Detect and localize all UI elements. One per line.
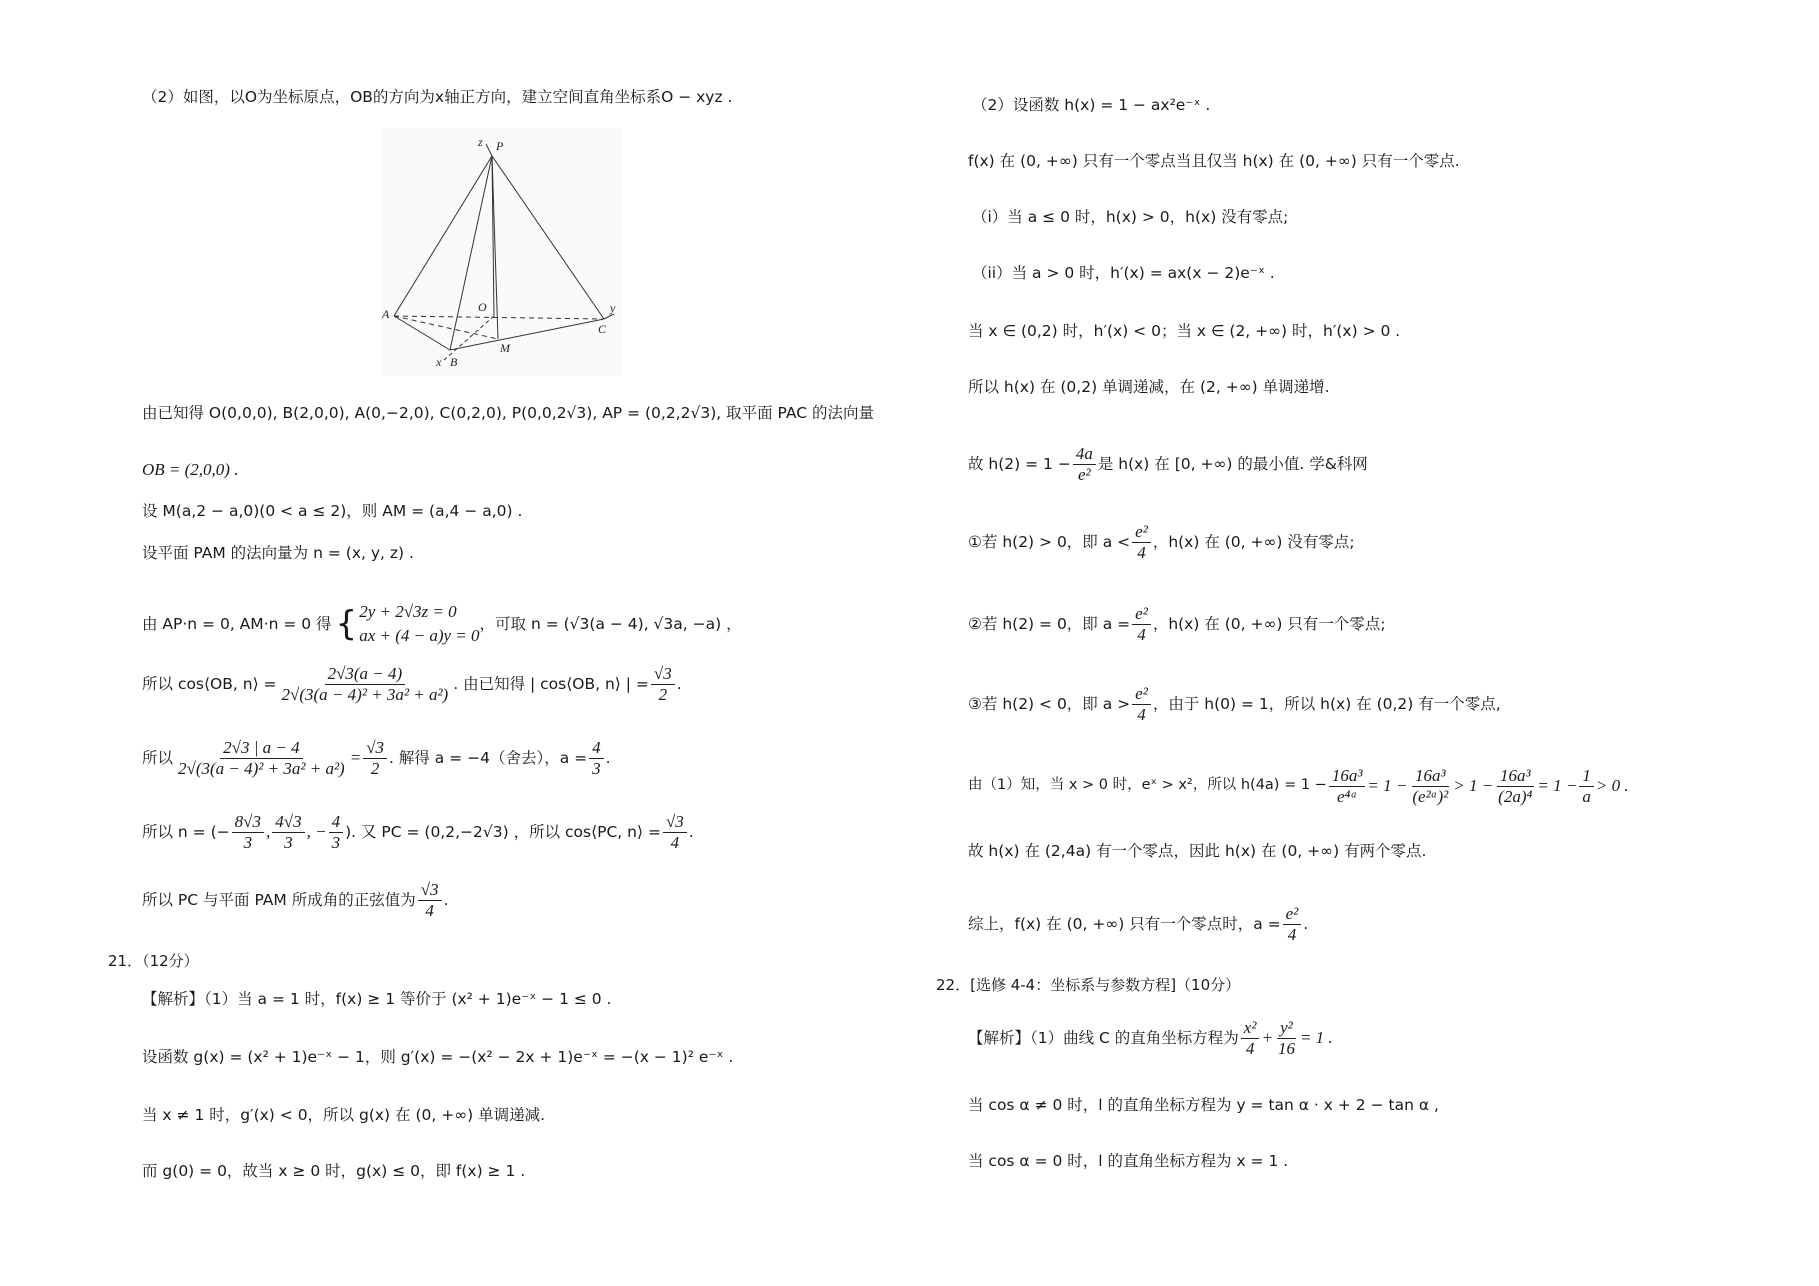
plane-PAM-normal: 设平面 PAM 的法向量为 n = (x, y, z) . bbox=[142, 544, 414, 562]
q21-conclusion: 而 g(0) = 0，故当 x ≥ 0 时，g(x) ≤ 0，即 f(x) ≥ 1 . bbox=[142, 1162, 526, 1180]
label-C: C bbox=[598, 322, 607, 336]
comma: , bbox=[265, 821, 271, 841]
frac-den: a bbox=[1582, 786, 1591, 806]
summary bbox=[968, 904, 1308, 944]
summary-end: . bbox=[1303, 914, 1309, 933]
case1-tail: ，h(x) 在 (0, +∞) 没有零点; bbox=[1152, 532, 1355, 551]
case1-lead: ①若 h(2) > 0，即 a < bbox=[968, 532, 1131, 551]
system-rows bbox=[359, 600, 479, 648]
x2-over-4 bbox=[1241, 1018, 1260, 1058]
case-2 bbox=[968, 604, 1386, 644]
sqrt3-over-4 bbox=[663, 812, 687, 852]
system-of-equations bbox=[142, 600, 742, 648]
cos-end: . bbox=[676, 674, 682, 693]
solve-den: 2√(3(a − 4)² + 3a² + a²) bbox=[178, 758, 345, 778]
cos-lead: 所以 cos⟨OB, n⟩ = bbox=[142, 674, 277, 693]
pyramid-diagram bbox=[382, 128, 622, 376]
frac-den: 2 bbox=[658, 684, 668, 704]
cos-condition: . 由已知得 | cos⟨OB, n⟩ | = bbox=[453, 674, 649, 693]
q22-part1 bbox=[968, 1018, 1333, 1058]
n-comp-1 bbox=[232, 812, 264, 852]
frac-num: 1 bbox=[1579, 766, 1594, 787]
equation-1: 2y + 2√3z = 0 bbox=[359, 602, 457, 621]
frac-den: 4 bbox=[425, 900, 434, 920]
system-lead: 由 AP·n = 0, AM·n = 0 得 bbox=[142, 614, 332, 633]
z-axis-tip bbox=[486, 144, 492, 156]
n-end: . bbox=[688, 822, 694, 841]
q21-g-monotone: 当 x ≠ 1 时，g′(x) < 0，所以 g(x) 在 (0, +∞) 单调递减. bbox=[142, 1106, 546, 1124]
frac-den: 3 bbox=[243, 832, 253, 852]
n-comp-3 bbox=[329, 812, 344, 852]
frac-num: 4 bbox=[589, 738, 604, 759]
frac-num: e² bbox=[1132, 604, 1151, 625]
frac-den: 4 bbox=[1287, 924, 1297, 944]
q21-g-def: 设函数 g(x) = (x² + 1)e⁻ˣ − 1，则 g′(x) = −(x² − 2x + 1)e⁻ˣ = −(x − 1)² e⁻ˣ . bbox=[142, 1048, 734, 1066]
minimum-value bbox=[968, 444, 1368, 484]
normal-vector-OB: OB = (2,0,0) . bbox=[142, 460, 239, 479]
sine-value bbox=[418, 880, 442, 920]
four-thirds bbox=[589, 738, 604, 778]
h4a-f3 bbox=[1495, 766, 1535, 806]
question-22-heading: 22．[选修 4-4：坐标系与参数方程]（10分） bbox=[936, 976, 1241, 994]
sine-lead: 所以 PC 与平面 PAM 所成角的正弦值为 bbox=[142, 890, 416, 909]
h-def: （2）设函数 h(x) = 1 − ax²e⁻ˣ . bbox=[972, 96, 1211, 114]
q22-eq-end: = 1 . bbox=[1299, 1027, 1333, 1047]
frac-den: 4 bbox=[1137, 542, 1146, 562]
plus: + bbox=[1261, 1027, 1273, 1047]
two-zeros: 故 h(x) 在 (2,4a) 有一个零点，因此 h(x) 在 (0, +∞) 有两个零点. bbox=[968, 842, 1427, 860]
frac-num: √3 bbox=[418, 880, 442, 901]
solve-result: . 解得 a = −4（舍去），a = bbox=[389, 748, 588, 767]
edge-BC bbox=[450, 319, 604, 350]
frac-num: 4√3 bbox=[272, 812, 304, 833]
frac-den: 16 bbox=[1277, 1038, 1295, 1058]
equation-2: ax + (4 − a)y = 0 bbox=[359, 625, 480, 645]
edge-AM-dashed bbox=[394, 316, 498, 339]
case-1 bbox=[968, 522, 1355, 562]
h4a-eq2: = 1 − bbox=[1537, 775, 1578, 795]
h4a-f4 bbox=[1579, 766, 1594, 806]
frac-den: 3 bbox=[592, 758, 601, 778]
edge-PC bbox=[492, 156, 604, 319]
PC-vector: ). 又 PC = (0,2,−2√3) ，所以 cos⟨PC, n⟩ = bbox=[345, 822, 661, 841]
frac-num: e² bbox=[1283, 904, 1302, 925]
label-M: M bbox=[500, 341, 510, 355]
edge-PB bbox=[450, 156, 492, 350]
frac-num: 4a bbox=[1073, 444, 1096, 465]
equivalence: f(x) 在 (0, +∞) 只有一个零点当且仅当 h(x) 在 (0, +∞) 只有一个零点. bbox=[968, 152, 1460, 170]
cos-fraction bbox=[279, 664, 452, 704]
label-z: z bbox=[478, 135, 483, 149]
h4a-gt: > 1 − bbox=[1453, 775, 1494, 795]
brace-icon: { bbox=[335, 603, 358, 644]
monotonicity: 所以 h(x) 在 (0,2) 单调递减，在 (2, +∞) 单调递增. bbox=[968, 378, 1330, 396]
frac-num: √3 bbox=[651, 664, 675, 685]
frac-den: (e²ᵃ)² bbox=[1412, 786, 1449, 806]
min-lead: 故 h(2) = 1 − bbox=[968, 454, 1071, 473]
sqrt3-over-2 bbox=[363, 738, 387, 778]
cos-expression bbox=[142, 664, 682, 704]
frac-num: 8√3 bbox=[232, 812, 264, 833]
frac-den: (2a)⁴ bbox=[1498, 786, 1533, 806]
label-x: x bbox=[436, 355, 442, 369]
point-M-def: 设 M(a,2 − a,0)(0 < a ≤ 2)，则 AM = (a,4 − a,0) . bbox=[142, 502, 523, 520]
normal-n-value: ，可取 n = (√3(a − 4), √3a, −a) ， bbox=[479, 614, 742, 633]
sine-end: . bbox=[443, 890, 449, 909]
h4a-lead: 由（1）知，当 x > 0 时，eˣ > x²，所以 h(4a) = 1 − bbox=[968, 777, 1327, 794]
case-i: （i）当 a ≤ 0 时，h(x) > 0，h(x) 没有零点; bbox=[972, 208, 1289, 226]
min-tail: 是 h(x) 在 [0, +∞) 的最小值. 学&科网 bbox=[1097, 454, 1368, 473]
sqrt3-over-2-fraction bbox=[651, 664, 675, 704]
h4a-eq: = 1 − bbox=[1367, 775, 1408, 795]
frac-den: 4 bbox=[1137, 624, 1146, 644]
comma-minus: , − bbox=[306, 821, 327, 841]
n-and-PC bbox=[142, 812, 694, 852]
equals: = bbox=[349, 747, 362, 767]
h4a-end: > 0 . bbox=[1595, 775, 1629, 795]
frac-num: 16a³ bbox=[1329, 766, 1366, 787]
label-P: P bbox=[496, 139, 504, 153]
h4a-estimate bbox=[968, 766, 1629, 806]
y2-over-16 bbox=[1275, 1018, 1298, 1058]
solve-end: . bbox=[605, 748, 611, 767]
frac-num: 4 bbox=[329, 812, 344, 833]
q22-lead: 【解析】（1）曲线 C 的直角坐标方程为 bbox=[968, 1028, 1239, 1047]
line-l-case1: 当 cos α ≠ 0 时，l 的直角坐标方程为 y = tan α · x + 2 − tan α , bbox=[968, 1096, 1439, 1114]
frac-num: √3 bbox=[663, 812, 687, 833]
solve-fraction bbox=[175, 738, 348, 778]
part2-intro: （2）如图，以O为坐标原点，OB的方向为x轴正方向，建立空间直角坐标系O − xyz . bbox=[142, 88, 733, 106]
sine-result bbox=[142, 880, 449, 920]
n-comp-2 bbox=[272, 812, 304, 852]
frac-den: e² bbox=[1078, 464, 1091, 484]
case-ii: （ii）当 a > 0 时，h′(x) = ax(x − 2)e⁻ˣ . bbox=[972, 264, 1275, 282]
h4a-f1 bbox=[1329, 766, 1366, 806]
cos-den: 2√(3(a − 4)² + 3a² + a²) bbox=[281, 684, 449, 704]
frac-num: x² bbox=[1241, 1018, 1260, 1039]
summary-lead: 综上，f(x) 在 (0, +∞) 只有一个零点时，a = bbox=[968, 914, 1281, 933]
frac-num: y² bbox=[1277, 1018, 1296, 1039]
frac-den: e⁴ᵃ bbox=[1337, 786, 1358, 806]
edge-PA bbox=[394, 156, 492, 316]
frac-num: 16a³ bbox=[1497, 766, 1534, 787]
sign-of-derivative: 当 x ∈ (0,2) 时，h′(x) < 0；当 x ∈ (2, +∞) 时，h′(x) > 0 . bbox=[968, 322, 1401, 340]
frac-num: e² bbox=[1132, 522, 1151, 543]
frac-den: 3 bbox=[331, 832, 341, 852]
frac-den: 4 bbox=[1245, 1038, 1255, 1058]
label-y: y bbox=[610, 301, 616, 315]
q21-part1: 【解析】（1）当 a = 1 时，f(x) ≥ 1 等价于 (x² + 1)e⁻ˣ − 1 ≤ 0 . bbox=[142, 990, 612, 1008]
frac-num: e² bbox=[1132, 684, 1151, 705]
question-21-heading: 21．（12分） bbox=[108, 952, 199, 970]
x-axis-dashed bbox=[444, 316, 494, 360]
label-A: A bbox=[382, 307, 390, 321]
cos-num: 2√3(a − 4) bbox=[325, 664, 406, 685]
frac-den: 4 bbox=[670, 832, 680, 852]
frac-num: 16a³ bbox=[1412, 766, 1449, 787]
solve-lead: 所以 bbox=[142, 748, 174, 767]
solve-num: 2√3 | a − 4 bbox=[220, 738, 302, 759]
solve-a bbox=[142, 738, 611, 778]
line-l-case2: 当 cos α = 0 时，l 的直角坐标方程为 x = 1 . bbox=[968, 1152, 1289, 1170]
frac-den: 4 bbox=[1137, 704, 1146, 724]
label-B: B bbox=[450, 355, 458, 369]
case3-lead: ③若 h(2) < 0，即 a > bbox=[968, 694, 1131, 713]
frac-num: √3 bbox=[363, 738, 387, 759]
min-fraction bbox=[1073, 444, 1096, 484]
case3-tail: ，由于 h(0) = 1，所以 h(x) 在 (0,2) 有一个零点, bbox=[1152, 694, 1501, 713]
case2-lead: ②若 h(2) = 0，即 a = bbox=[968, 614, 1131, 633]
frac-den: 2 bbox=[370, 758, 380, 778]
known-coordinates: 由已知得 O(0,0,0), B(2,0,0), A(0,−2,0), C(0,2,0), P(0,0,2√3), AP = (0,2,2√3), 取平面 PAC 的法向量 bbox=[142, 404, 874, 422]
label-O: O bbox=[478, 300, 487, 314]
e2-over-4 bbox=[1132, 522, 1151, 562]
e2-over-4 bbox=[1132, 604, 1151, 644]
pyramid-figure bbox=[382, 128, 622, 376]
case-3 bbox=[968, 684, 1501, 724]
edge-AB bbox=[394, 316, 450, 350]
frac-den: 3 bbox=[284, 832, 293, 852]
e2-over-4 bbox=[1132, 684, 1151, 724]
e2-over-4 bbox=[1283, 904, 1302, 944]
h4a-f2 bbox=[1409, 766, 1451, 806]
n-lead: 所以 n = (− bbox=[142, 822, 230, 841]
case2-tail: ，h(x) 在 (0, +∞) 只有一个零点; bbox=[1152, 614, 1386, 633]
edge-AC-dashed bbox=[394, 316, 604, 319]
